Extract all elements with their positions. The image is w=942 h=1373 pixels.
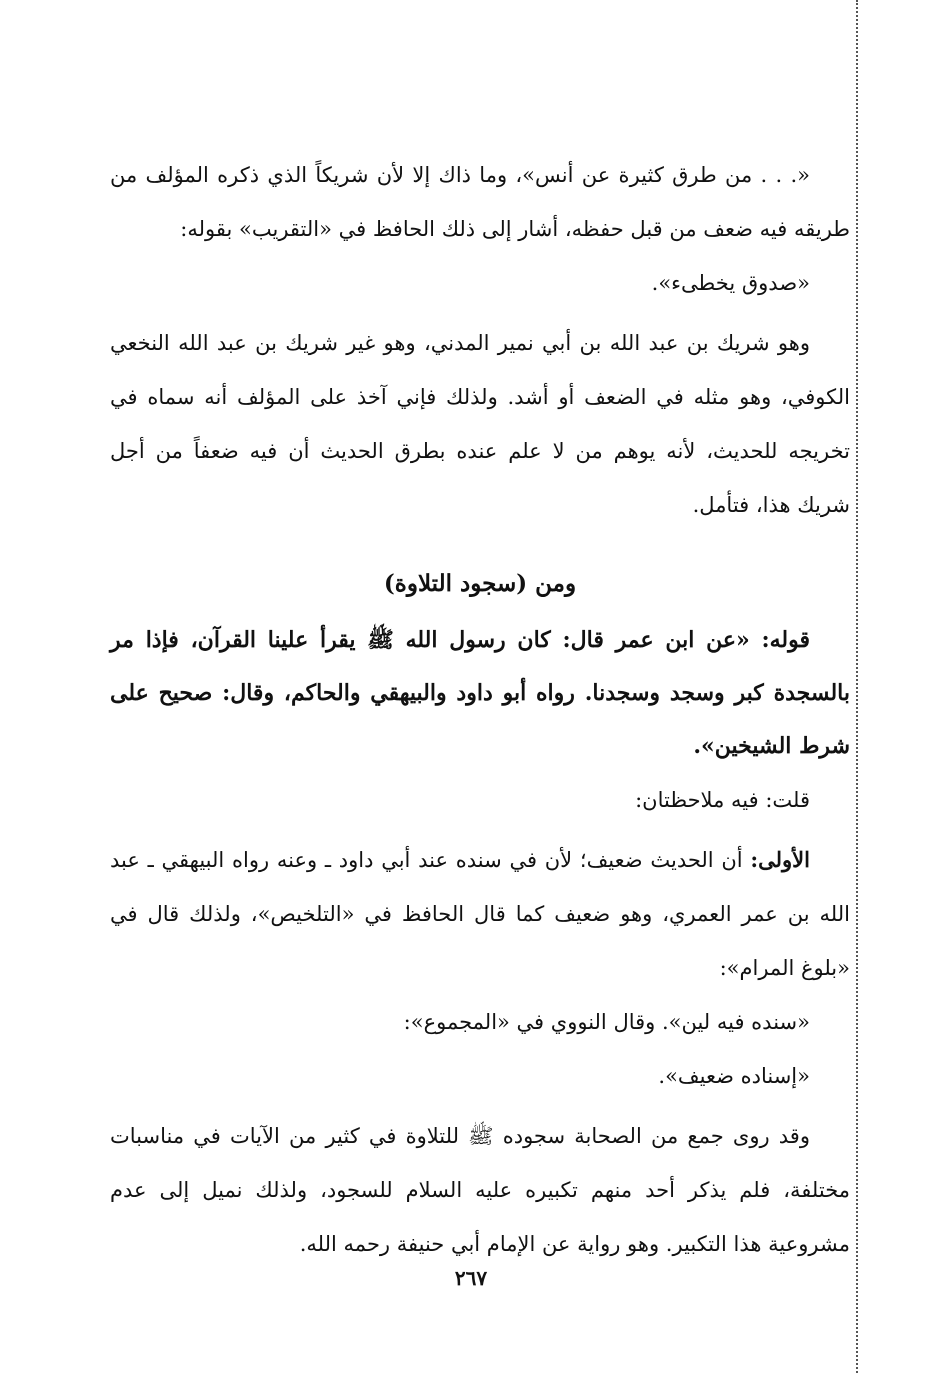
first-note-text: أن الحديث ضعيف؛ لأن في سنده عند أبي داود ـ وعنه رواه البيهقي ـ عبد الله بن عمر العمري، وهو ضعيف كما قال الحافظ في «التلخيص»، ولذلك قال في «بلوغ المرام»: [110, 848, 850, 980]
paragraph-sahaba-sujud: وقد روى جمع من الصحابة سجوده ﷺ للتلاوة في كثير من الآيات في مناسبات مختلفة، فلم يذكر أحد منهم تكبيره عليه السلام للسجود، ولذلك نميل إلى عدم مشروعية هذا التكبير. وهو رواية عن الإمام أبي حنيفة رحمه الله. [110, 1124, 850, 1256]
quote-majmu: «إسناده ضعيف». [658, 1064, 810, 1088]
paragraph-sharik-intro: «. . . من طرق كثيرة عن أنس»، وما ذاك إلا لأن شريكاً الذي ذكره المؤلف من طريقه فيه ضعف من قبل حفظه، أشار إلى ذلك الحافظ في «التقريب» بقوله: [110, 163, 850, 241]
page-edge-dotted-line [856, 0, 858, 1373]
page-body [110, 148, 850, 1271]
paragraph-sharik-details: وهو شريك بن عبد الله بن أبي نمير المدني، وهو غير شريك بن عبد الله النخعي الكوفي، وهو مثله في الضعف أو أشد. ولذلك فإني آخذ على المؤلف أنه سماه في تخريجه للحديث، لأنه يوهم من لا علم عنده بطرق الحديث أن فيه ضعفاً من أجل شريك هذا، فتأمل. [110, 331, 850, 517]
page-number: ٢٦٧ [454, 1266, 488, 1290]
paragraph-first-note [110, 833, 850, 995]
section-title-sujud-tilawa: ومن (سجود التلاوة) [383, 570, 577, 597]
paragraph-hadith-ibn-umar: قوله: «عن ابن عمر قال: كان رسول الله ﷺ يقرأ علينا القرآن، فإذا مر بالسجدة كبر وسجد وسجدنا. رواه أبو داود والبيهقي والحاكم، وقال: صحيح على شرط الشيخين». [110, 627, 850, 759]
quote-taqrib: «صدوق يخطىء». [651, 271, 810, 295]
first-note-label: الأولى: [750, 847, 810, 872]
quote-bulugh-al-maram: «سنده فيه لين». وقال النووي في «المجموع»: [403, 1010, 810, 1034]
paragraph-two-notes: قلت: فيه ملاحظتان: [635, 788, 810, 812]
